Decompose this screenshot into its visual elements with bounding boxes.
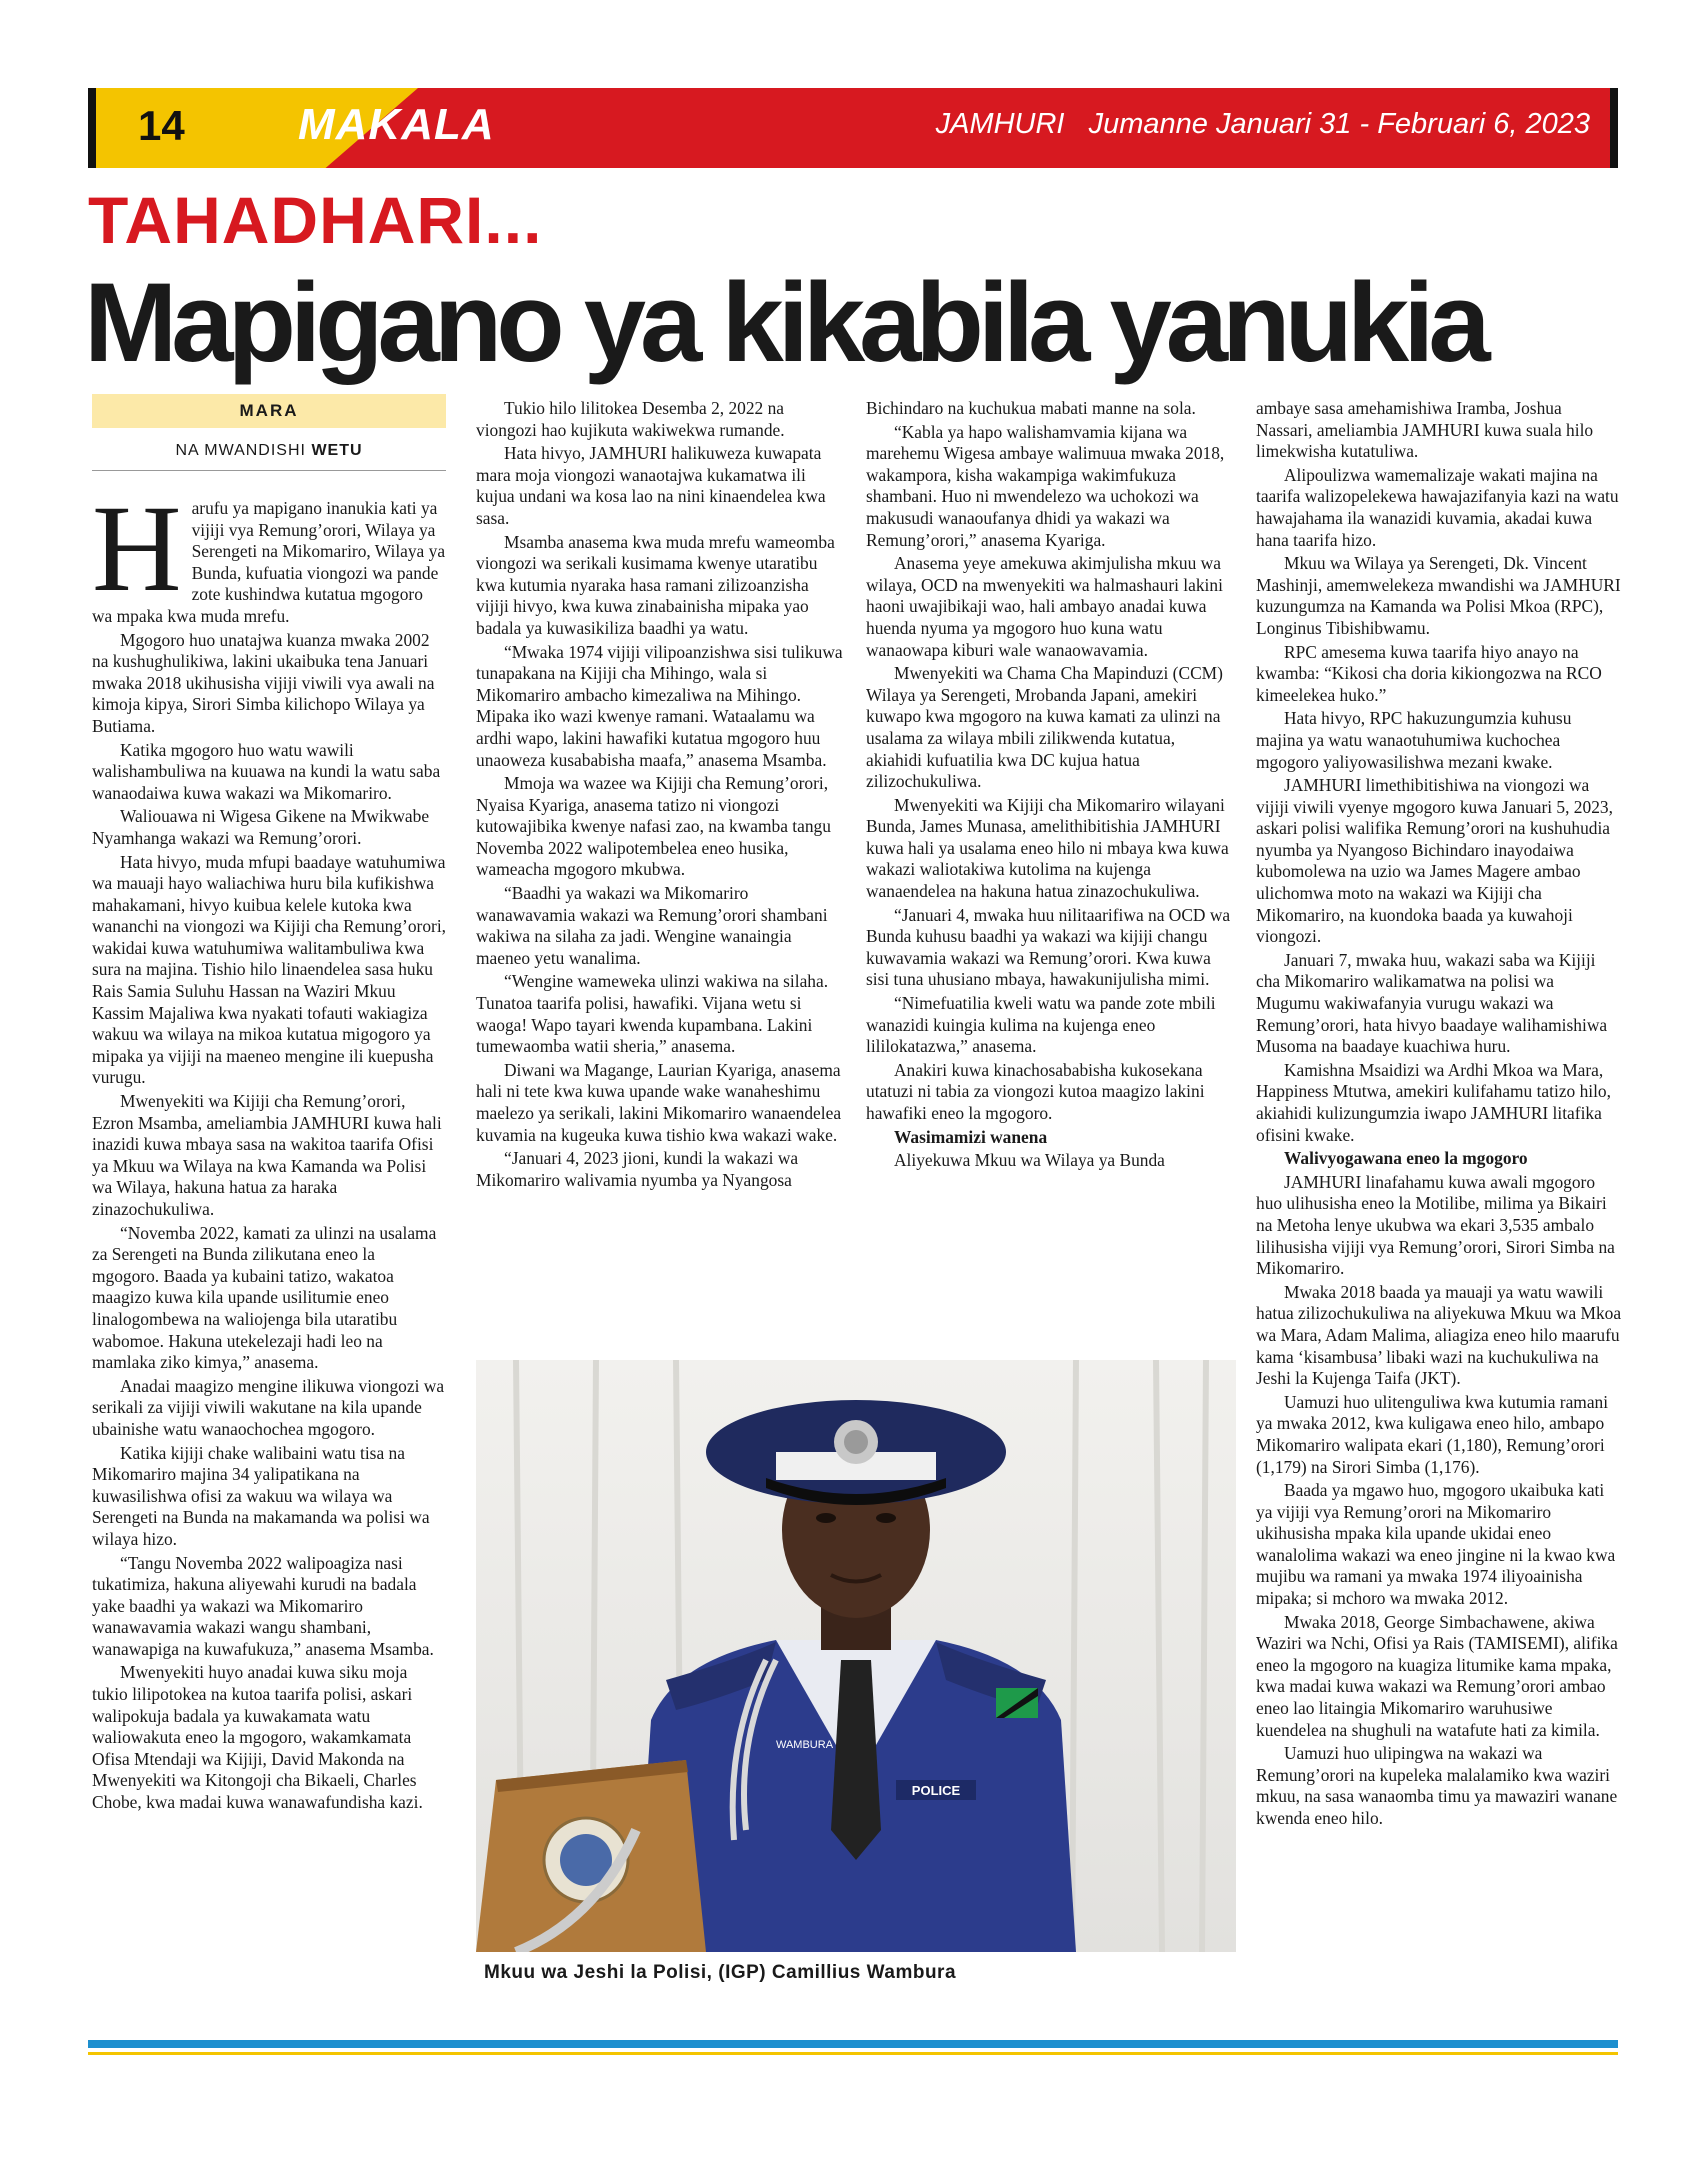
paragraph: Mwaka 2018 baada ya mauaji ya watu wawili hatua zilizochukuliwa na aliyekuwa Mkuu wa Mkoa wa Mara, Adam Malima, aliagiza eneo hilo maarufu kama ‘kisambusa’ libaki wazi na kuchukuliwa na Jeshi la Kujenga Taifa (JKT). xyxy=(1256,1281,1622,1389)
header-band xyxy=(88,88,1618,168)
paragraph: Mkuu wa Wilaya ya Serengeti, Dk. Vincent Mashinji, amemwelekeza mwandishi wa JAMHURI kuzungumza na Kamanda wa Polisi Mkoa (RPC), Longinus Tibishibwamu. xyxy=(1256,553,1621,638)
paragraph: “Tangu Novemba 2022 walipoagiza nasi tukatimiza, hakuna aliyewahi kurudi na badala yake baadhi ya wakazi wa Mikomariro wanawavamia wakazi wangu shambani, wanawapiga na kuwafukuza,” anasema Msamba. xyxy=(92,1552,434,1659)
byline-prefix: NA MWANDISHI xyxy=(175,442,306,459)
paragraph: “Januari 4, 2023 jioni, kundi la wakazi wa Mikomariro walivamia nyumba ya Nyangosa xyxy=(476,1148,799,1190)
paragraph: Anadai maagizo mengine ilikuwa viongozi wa serikali za vijiji viwili wakutane na kila upande ubainishe watu wanaochochea mgogoro. xyxy=(92,1375,445,1439)
paragraph: “Januari 4, mwaka huu nilitaarifiwa na OCD wa Bunda kuhusu baadhi ya wakazi wa kijiji changu kuwavamia wakazi wa Remung’orori. Kwa kuwa sisi tuna uhusiano mbaya, hawakunijulisha mimi. xyxy=(866,904,1231,990)
drop-cap: H xyxy=(92,480,182,617)
paragraph: Katika mgogoro huo watu wawili walishambuliwa na kuuawa na kundi la watu saba wanaodaiwa kuwa wakazi wa Mikomariro. xyxy=(92,739,441,803)
paragraph: “Wengine wameweka ulinzi wakiwa na silaha. Tunatoa taarifa polisi, hawafiki. Vijana wetu si waoga! Wapo tayari kwenda kupambana. Lakini tumewaomba watii sheria,” anasema. xyxy=(476,971,829,1057)
header-edge-left xyxy=(88,88,96,168)
paragraph: Hata hivyo, JAMHURI halikuweza kuwapata mara moja viongozi wanaotajwa kukamatwa ili kujua undani wa kosa lao na nini kinaendelea kwa sasa. xyxy=(476,443,826,528)
paragraph: Mwenyekiti wa Kijiji cha Mikomariro wilayani Bunda, James Munasa, amelithibitishia JAMHURI kuwa hali ya usalama eneo hilo ni mbaya kwa kuwa wakazi waliotakiwa kutolima na kujenga wanaendelea na hakuna hatua zinazochukuliwa. xyxy=(866,794,1229,902)
article-column-4 xyxy=(1256,398,1622,1832)
place-label: MARA xyxy=(92,394,446,428)
paragraph: Mwaka 2018, George Simbachawene, akiwa Waziri wa Nchi, Ofisi ya Rais (TAMISEMI), alifika eneo la mgogoro na kuagiza litumike kama mpaka, kwa madai kuwa wakazi wa Remung’orori ambao eneo lao litaingia Mikomariro waruhusiwe kuendelea na shughuli na watafute hati za kimila. xyxy=(1256,1611,1618,1740)
paragraph: Waliouawa ni Wigesa Gikene na Mwikwabe Nyamhanga wakazi wa Remung’orori. xyxy=(92,806,430,848)
paragraph: Hata hivyo, muda mfupi baadaye watuhumiwa wa mauaji hayo waliachiwa huru bila kufikishwa mahakamani, hivyo kuibua kelele kutoka kwa wananchi na viongozi wa Kijiji cha Remung’orori, wakidai kuwa watuhumiwa walitambuliwa kwa sura na majina. Tishio hilo linaendelea sasa huku Rais Samia Suluhu Hassan na Waziri Mkuu Kassim Majaliwa kwa nyakati tofauti wakiagiza wakuu wa wilaya na mikoa kutatua migogoro ya mipaka ya vijiji na maeneo mengine ili kuepusha vurugu. xyxy=(92,851,446,1088)
paragraph: arufu ya mapigano inanukia kati ya vijiji vya Remung’orori, Wilaya ya Serengeti na Mikomariro, Wilaya ya Bunda, kufuatia viongozi wa pande zote kushindwa kutatua mgogoro wa mpaka kwa muda mrefu. xyxy=(92,498,446,626)
paragraph: Mwenyekiti wa Kijiji cha Remung’orori, Ezron Msamba, ameliambia JAMHURI kuwa hali inazidi kuwa mbaya sasa na wakitoa taarifa Ofisi ya Mkuu wa Wilaya na kwa Kamanda wa Polisi wa Wilaya, hakuna hatua za haraka zinazochukuliwa. xyxy=(92,1091,442,1219)
article-column-2 xyxy=(476,398,844,1193)
paragraph: Mmoja wa wazee wa Kijiji cha Remung’orori, Nyaisa Kyariga, anasema tatizo ni viongozi kutowajibika kwenye nafasi zao, na kwamba tangu Novemba 2022 walipotembelea eneo husika, wameacha mgogoro mkubwa. xyxy=(476,773,831,880)
paragraph: Bichindaro na kuchukua mabati manne na sola. xyxy=(866,398,1196,418)
article-kicker: TAHADHARI... xyxy=(88,183,543,257)
article-column-1 xyxy=(92,480,446,1816)
byline-rule xyxy=(92,470,446,471)
publication-name: JAMHURI xyxy=(935,108,1065,140)
header-edge-right xyxy=(1610,88,1618,168)
section-name: MAKALA xyxy=(298,100,495,149)
subheading: Walivyogawana eneo la mgogoro xyxy=(1284,1148,1528,1169)
issue-date: Jumanne Januari 31 - Februari 6, 2023 xyxy=(1088,108,1590,140)
paragraph: Katika kijiji chake walibaini watu tisa na Mikomariro majina 34 yalipatikana na kuwasilishwa ofisi za wakuu wa wilaya wa Serengeti na Bunda na makamanda wa polisi wa wilaya hizo. xyxy=(92,1442,430,1549)
paragraph: Aliyekuwa Mkuu wa Wilaya ya Bunda xyxy=(894,1150,1165,1171)
paragraph: “Novemba 2022, kamati za ulinzi na usalama za Serengeti na Bunda zilikutana eneo la mgogoro. Baada ya kubaini tatizo, wakatoa maagizo kuwa kila upande usilitumie eneo linalogombewa na waliojenga bila utaratibu wabomoe. Hakuna utekelezaji hadi leo na mamlaka ziko kimya,” anasema. xyxy=(92,1222,437,1373)
footer-rule-accent xyxy=(88,2052,1618,2055)
paragraph: Mgogoro huo unatajwa kuanza mwaka 2002 na kushughulikiwa, lakini ukaibuka tena Januari mwaka 2018 ukihusisha vijiji viwili vya awali na kimoja kipya, Sirori Simba kilichopo Wilaya ya Butiama. xyxy=(92,629,435,736)
paragraph: ambaye sasa amehamishiwa Iramba, Joshua Nassari, ameliambia JAMHURI kuwa suala hilo limekwisha kutatuliwa. xyxy=(1256,398,1594,462)
paragraph: “Mwaka 1974 vijiji vilipoanzishwa sisi tulikuwa tunapakana na Kijiji cha Mihingo, wala si Mikomariro ambacho kimezaliwa na Mihingo. Mipaka iko wazi kwenye ramani. Wataalamu wa ardhi wapo, lakini hawafiki kutatua mgogoro huu unaoweza kusababisha maafa,” anasema Msamba. xyxy=(476,641,843,770)
paragraph: Januari 7, mwaka huu, wakazi saba wa Kijiji cha Mikomariro walikamatwa na polisi wa Mugumu wakiwafanyia vurugu wakazi wa Remung’orori, hata hivyo baadaye walihamishiwa Musoma na baadaye kuachiwa huru. xyxy=(1256,949,1608,1057)
paragraph: Hata hivyo, RPC hakuzungumzia kuhusu majina ya watu wanaotuhumiwa kuchochea mgogoro yaliyowasilishwa mezani kwake. xyxy=(1256,708,1572,772)
article-photo xyxy=(476,1360,1236,1952)
paragraph: JAMHURI limethibitishiwa na viongozi wa vijiji viwili vyenye mgogoro kuwa Januari 5, 2023, askari polisi walifika Remung’orori na kushuhudia nyumba ya Nyangoso Bichindaro inayodaiwa kubomolewa na uzio wa James Magere ambao ulichomwa moto na wakazi wa Kijiji cha Mikomariro, na kuondoka baada ya kuwahoji viongozi. xyxy=(1256,775,1613,947)
footer-rule xyxy=(88,2040,1618,2048)
name-tag-text: WAMBURA xyxy=(776,1739,834,1751)
paragraph: Anasema yeye amekuwa akimjulisha mkuu wa wilaya, OCD na mwenyekiti wa halmashauri lakini haoni uwajibikaji wao, hali ambayo anadai kuwa huenda nyuma ya mgogoro huo kuna watu wanaowapa kiburi wale wanaowavamia. xyxy=(866,553,1223,660)
article-column-3 xyxy=(866,398,1234,1174)
paragraph: Mwenyekiti wa Chama Cha Mapinduzi (CCM) Wilaya ya Serengeti, Mrobanda Japani, amekiri kuwapo kwa mgogoro na kuwa kamati za ulinzi na usalama za wilaya mbili zilikwenda kutatua, akiahidi kufuatilia kwa DC kujua hatua zilizochukuliwa. xyxy=(866,663,1223,792)
page-number: 14 xyxy=(138,102,185,149)
publication-line xyxy=(936,108,1590,141)
paragraph: Mwenyekiti huyo anadai kuwa siku moja tukio lilipotokea na kutoa taarifa polisi, askari walipokuja badala ya kuwakamata watu waliowakuta eneo la mgogoro, wakamkamata Ofisa Mtendaji wa Kijiji, David Makonda na Mwenyekiti wa Kitongoji cha Bikaeli, Charles Chobe, kwa madai kuwa wanawafundisha kazi. xyxy=(92,1662,423,1813)
byline xyxy=(92,442,446,460)
police-chief-illustration xyxy=(476,1360,1236,1952)
paragraph: JAMHURI linafahamu kuwa awali mgogoro huo ulihusisha eneo la Motilibe, milima ya Bikairi na Metoha lenye ukubwa wa ekari 3,535 ambalo lilihusisha vijiji vya Remung’orori, Sirori Simba na Mikomariro. xyxy=(1256,1171,1615,1279)
police-tag-text: POLICE xyxy=(911,1783,961,1798)
byline-name: WETU xyxy=(311,442,363,459)
paragraph: Diwani wa Magange, Laurian Kyariga, anasema hali ni tete kwa kuwa upande wake wanaheshimu maelezo ya serikali, lakini Mikomariro wanaendelea kuvamia na kugeuka kuwa tishio kwa wakazi wake. xyxy=(476,1059,842,1145)
paragraph: RPC amesema kuwa taarifa hiyo anayo na kwamba: “Kikosi cha doria kikiongozwa na RCO kimeelekea huko.” xyxy=(1256,641,1602,705)
paragraph: Kamishna Msaidizi wa Ardhi Mkoa wa Mara, Happiness Mtutwa, amekiri kulifahamu tatizo hilo, akiahidi kulizungumzia iwapo JAMHURI litafika ofisini kwake. xyxy=(1256,1059,1611,1145)
paragraph: Alipoulizwa wamemalizaje wakati majina na taarifa walizopelekewa hawajazifanyia kazi na watu hawajahama ila wanazidi kuvamia, akadai kuwa hana taarifa hizo. xyxy=(1256,464,1619,550)
subheading: Wasimamizi wanena xyxy=(894,1126,1048,1147)
paragraph: Uamuzi huo ulitenguliwa kwa kutumia ramani ya mwaka 2012, kwa kuligawa eneo hilo, ambapo Mikomariro walipata ekari (1,180), Remung’orori (1,179) na Sirori Simba (1,176). xyxy=(1256,1391,1609,1477)
paragraph: “Kabla ya hapo walishamvamia kijana wa marehemu Wigesa ambaye walimuua mwaka 2018, wakampora, kisha wakampiga wakimfukuza shambani. Huo ni mwendelezo wa uchokozi wa makusudi wanaoufanya dhidi ya wakazi wa Remung’orori,” anasema Kyariga. xyxy=(866,421,1225,550)
paragraph: “Nimefuatilia kweli watu wa pande zote mbili wanazidi kuingia kulima na kujenga eneo lililokatazwa,” anasema. xyxy=(866,993,1216,1057)
paragraph: Tukio hilo lilitokea Desemba 2, 2022 na viongozi hao kujikuta wakiwekwa rumande. xyxy=(476,398,785,440)
photo-caption: Mkuu wa Jeshi la Polisi, (IGP) Camillius Wambura xyxy=(484,1962,957,1983)
paragraph: Msamba anasema kwa muda mrefu wameomba viongozi wa serikali kusimama kwenye utaratibu kwa kutumia nyaraka hasa ramani zilizoanzisha vijiji hivyo, kwa kuwa zinabainisha mipaka yao badala ya kuwasikiliza baadhi ya watu. xyxy=(476,531,835,638)
paragraph: “Baadhi ya wakazi wa Mikomariro wanawavamia wakazi wa Remung’orori shambani wakiwa na silaha za jadi. Wengine wanaingia maeneo yetu wanalima. xyxy=(476,883,828,968)
paragraph: Baada ya mgawo huo, mgogoro ukaibuka kati ya vijiji vya Remung’orori na Mikomariro ukihusisha mpaka kila upande ukidai eneo wanalolima wakazi wa eneo jingine ni la kwao kwa mujibu wa ramani ya mwaka 1974 iliyoainisha mipaka; si mchoro wa mwaka 2012. xyxy=(1256,1480,1616,1609)
paragraph: Anakiri kuwa kinachosababisha kukosekana utatuzi ni tabia za viongozi kutoa maagizo lakini hawafiki eneo la mgogoro. xyxy=(866,1059,1205,1123)
paragraph: Uamuzi huo ulipingwa na wakazi wa Remung’orori na kupeleka malalamiko kwa waziri mkuu, na sasa wanaomba timu ya mawaziri wanane kwenda eneo hilo. xyxy=(1256,1743,1618,1828)
article-headline: Mapigano ya kikabila yanukia xyxy=(84,260,1485,385)
